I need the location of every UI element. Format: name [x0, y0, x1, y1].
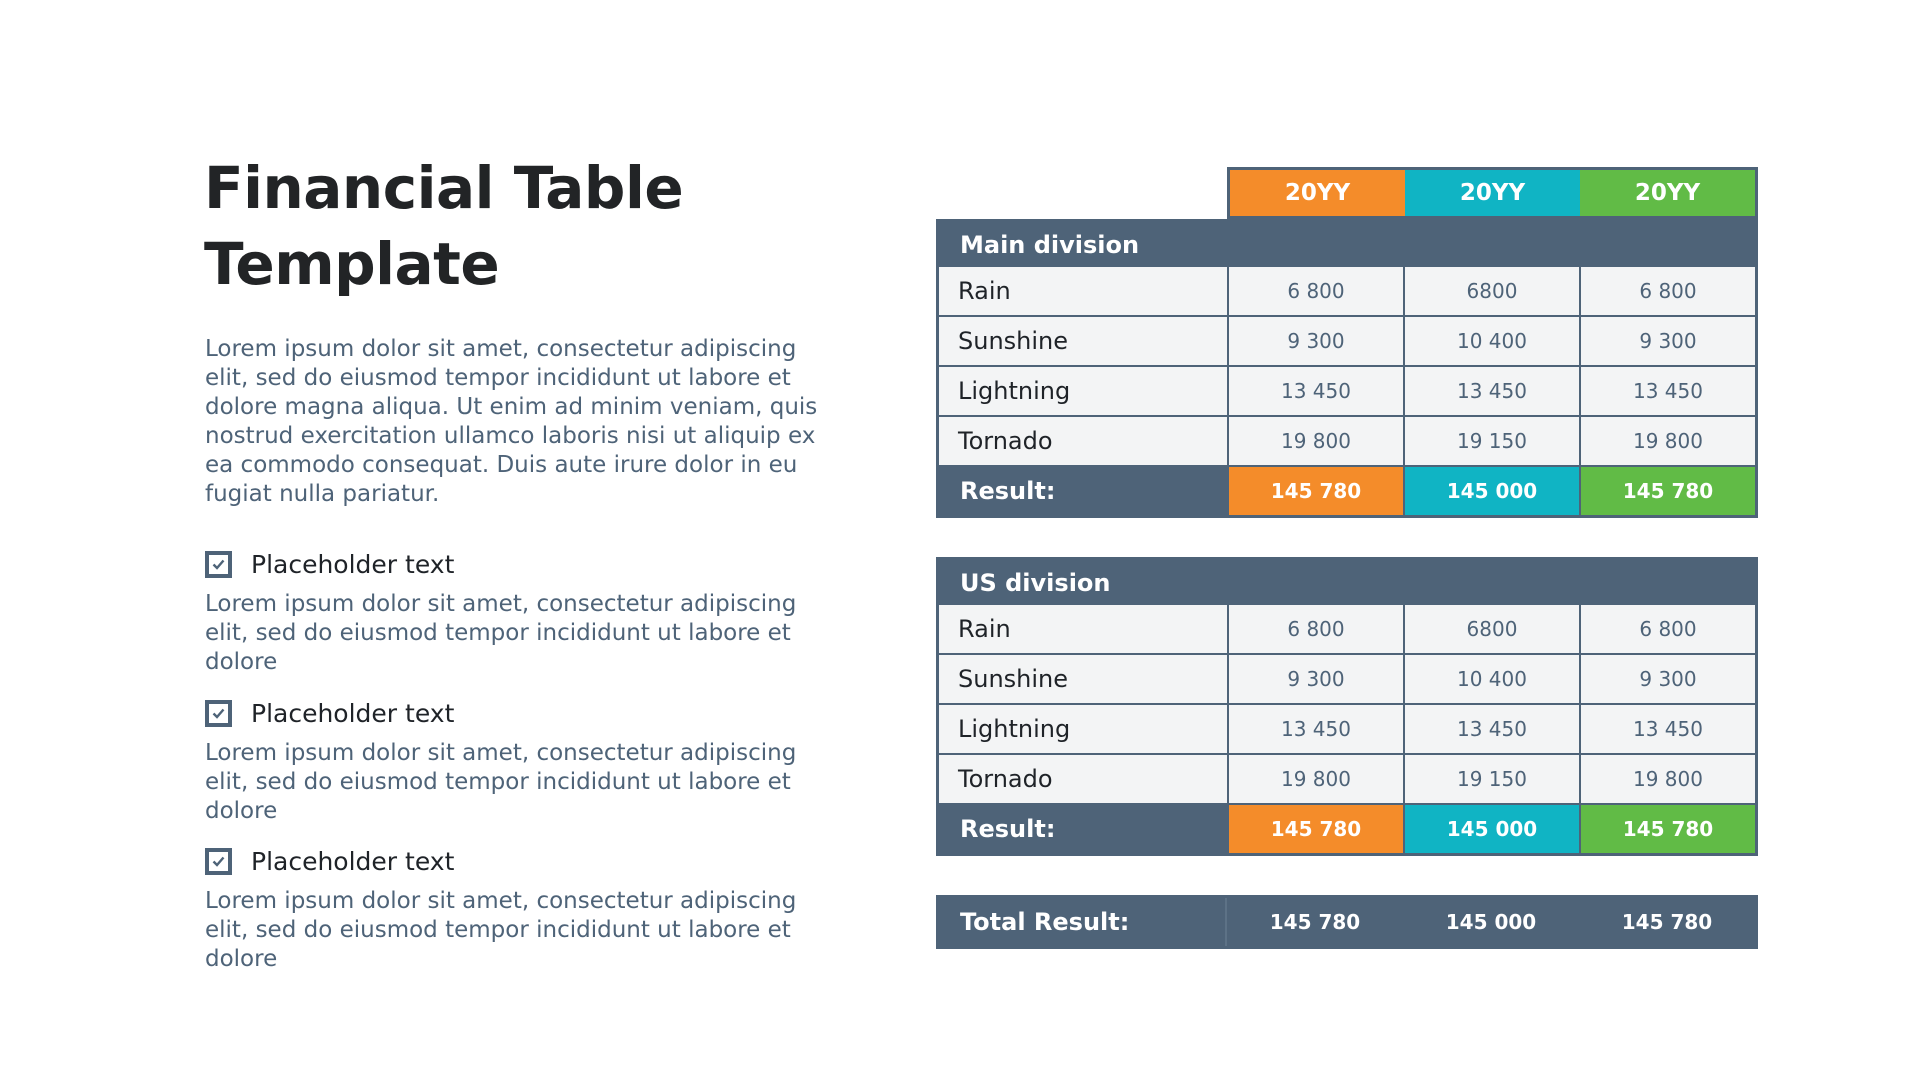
row-label: Rain [939, 605, 1227, 653]
table-cell: 19 800 [1229, 755, 1403, 803]
table-cell: 13 450 [1229, 705, 1403, 753]
check-square-icon [205, 551, 232, 578]
placeholder-item [205, 548, 845, 677]
table-row [939, 317, 1755, 367]
row-label: Sunshine [939, 655, 1227, 703]
result-label: Result: [960, 815, 1056, 843]
row-label: Tornado [939, 417, 1227, 465]
page-title [204, 150, 683, 302]
title-line-1: Financial Table [204, 154, 684, 222]
table-row [939, 605, 1755, 655]
row-label: Lightning [939, 705, 1227, 753]
division-title: Main division [960, 230, 1140, 259]
placeholder-item [205, 697, 845, 826]
title-line-2: Template [204, 230, 500, 298]
row-label: Rain [939, 267, 1227, 315]
table-row [939, 267, 1755, 317]
table-cell: 13 450 [1229, 367, 1403, 415]
intro-paragraph: Lorem ipsum dolor sit amet, consectetur adipiscing elit, sed do eiusmod tempor incididunt ut labore et dolore magna aliqua. Ut enim ad minim veniam, quis nostrud exercitation ullamco laboris nisi ut aliquip ex ea commodo consequat. Duis aute irure dolor in eu fugiat nulla pariatur. [205, 336, 818, 507]
table-row [939, 655, 1755, 705]
table-cell: 6800 [1405, 605, 1579, 653]
item-text: Lorem ipsum dolor sit amet, consectetur adipiscing elit, sed do eiusmod tempor incididunt ut labore et dolore [205, 740, 797, 824]
result-cell: 145 780 [1581, 805, 1755, 853]
table-cell: 9 300 [1581, 655, 1755, 703]
table-cell: 19 150 [1405, 417, 1579, 465]
total-cell: 145 000 [1445, 910, 1537, 934]
table-cell: 19 150 [1405, 755, 1579, 803]
table-cell: 13 450 [1405, 705, 1579, 753]
table-cell: 6 800 [1581, 605, 1755, 653]
row-label: Sunshine [939, 317, 1227, 365]
us-division-table [936, 557, 1758, 856]
division-title: US division [960, 568, 1111, 597]
check-square-icon [205, 700, 232, 727]
table-row [939, 417, 1755, 467]
row-label: Tornado [939, 755, 1227, 803]
year-header-cell: 20YY [1230, 170, 1405, 216]
result-cell: 145 780 [1229, 805, 1403, 853]
table-cell: 19 800 [1229, 417, 1403, 465]
item-title: Placeholder text [251, 549, 455, 579]
table-cell: 13 450 [1581, 367, 1755, 415]
placeholder-item [205, 845, 845, 974]
item-title: Placeholder text [251, 698, 455, 728]
result-cell: 145 780 [1581, 467, 1755, 515]
row-label: Lightning [939, 367, 1227, 415]
year-header-row [1227, 167, 1758, 219]
result-row [939, 467, 1755, 515]
year-header-cell: 20YY [1580, 170, 1755, 216]
table-cell: 13 450 [1581, 705, 1755, 753]
table-row [939, 367, 1755, 417]
main-division-table [936, 219, 1758, 518]
table-cell: 6800 [1405, 267, 1579, 315]
result-cell: 145 000 [1405, 805, 1579, 853]
result-cell: 145 000 [1405, 467, 1579, 515]
table-cell: 13 450 [1405, 367, 1579, 415]
check-square-icon [205, 848, 232, 875]
table-cell: 10 400 [1405, 317, 1579, 365]
result-label: Result: [960, 477, 1056, 505]
table-cell: 9 300 [1229, 317, 1403, 365]
result-cell: 145 780 [1229, 467, 1403, 515]
total-cell: 145 780 [1269, 910, 1361, 934]
total-label: Total Result: [939, 898, 1227, 946]
total-cell: 145 780 [1621, 910, 1713, 934]
table-cell: 19 800 [1581, 417, 1755, 465]
item-text: Lorem ipsum dolor sit amet, consectetur adipiscing elit, sed do eiusmod tempor incididunt ut labore et dolore [205, 888, 797, 972]
total-result-row [936, 895, 1758, 949]
item-title: Placeholder text [251, 846, 455, 876]
table-cell: 19 800 [1581, 755, 1755, 803]
table-cell: 6 800 [1229, 267, 1403, 315]
result-row [939, 805, 1755, 853]
table-row [939, 755, 1755, 805]
table-cell: 9 300 [1581, 317, 1755, 365]
item-text: Lorem ipsum dolor sit amet, consectetur adipiscing elit, sed do eiusmod tempor incididunt ut labore et dolore [205, 591, 797, 675]
table-cell: 6 800 [1229, 605, 1403, 653]
table-row [939, 705, 1755, 755]
year-header-cell: 20YY [1405, 170, 1580, 216]
table-cell: 10 400 [1405, 655, 1579, 703]
table-cell: 6 800 [1581, 267, 1755, 315]
table-cell: 9 300 [1229, 655, 1403, 703]
